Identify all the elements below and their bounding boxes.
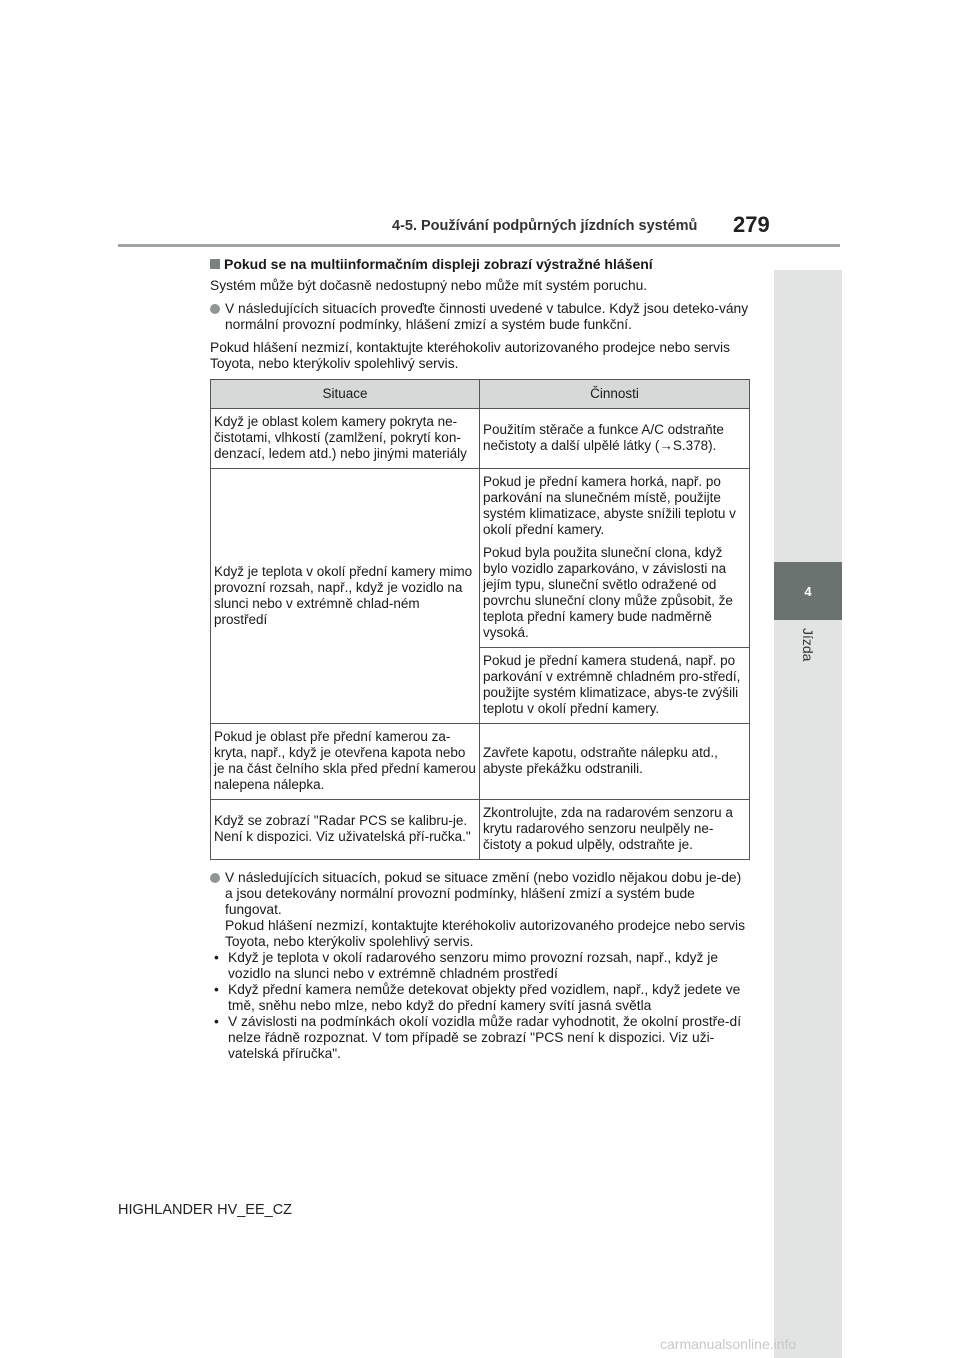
list-bullet: • [214,982,219,997]
intro-paragraph: Systém může být dočasně nedostupný nebo může mít systém poruchu. [210,278,648,293]
situation-cell: Pokud je oblast pře přední kamerou za-kryta, např., když je otevřena kapota nebo je na část čelního skla před přední kamerou nalepena nálepka. [211,724,480,800]
square-bullet-icon [210,259,220,269]
circle-bullet-icon [210,873,220,883]
bullet-body [225,870,750,950]
contact-paragraph: Pokud hlášení nezmizí, kontaktujte kteréhokoliv autorizovaného prodejce nebo servis Toyota, nebo kterýkoliv spolehlivý servis. [210,340,730,371]
heading-text: Pokud se na multiinformačním displeji zobrazí výstražné hlášení [224,256,653,272]
list-bullet: • [214,1014,219,1029]
action-paragraph: Pokud je přední kamera horká, např. po parkování na slunečném místě, použijte systém klimatizace, abyste snížili teplotu v okolí přední kamery. [483,474,736,537]
chapter-tab [774,562,842,620]
table-header-row [211,380,750,409]
chapter-number: 4 [804,583,812,599]
list-item [210,982,750,1014]
circle-bullet-icon [210,304,220,314]
list-item-text: Když je teplota v okolí radarového senzoru mimo provozní rozsah, např., když je vozidlo na slunci nebo v extrémně chladném prostředí [228,950,719,981]
table-row [211,469,750,648]
list-item-text: V závislosti na podmínkách okolí vozidla může radar vyhodnotit, že okolní prostře-dí nelze řádně rozpoznat. V tom případě se zobrazí "PCS není k dispozici. Viz uži-vatelská příručka". [228,1014,742,1061]
list-item-text: Když přední kamera nemůže detekovat objekty před vozidlem, např., když jedete ve tmě, sněhu nebo mlze, nebo když do přední kamery svítí jasná světla [228,982,741,1013]
condition-list [210,950,750,1062]
watermark: carmanualsonline.info [660,1336,797,1352]
page-number: 279 [733,212,770,237]
table-header-action: Činnosti [480,380,750,409]
list-bullet: • [214,950,219,965]
action-paragraph: Pokud byla použita sluneční clona, když bylo vozidlo zaparkováno, v závislosti na jejím typu, sluneční světlo odražené od povrchu sluneční clony může způsobit, že teplota přední kamery bude nadměrně vysoká. [483,545,733,640]
list-item [210,950,750,982]
situation-cell: Když je teplota v okolí přední kamery mimo provozní rozsah, např., když je vozidlo na slunci nebo v extrémně chlad-ném prostředí [211,469,480,724]
action-cell: Zkontrolujte, zda na radarovém senzoru a krytu radarového senzoru neulpěly ne-čistoty a pokud ulpěly, odstraňte je. [480,800,750,860]
bullet-text: V následujících situacích proveďte činnosti uvedené v tabulce. Když jsou deteko-vány normální provozní podmínky, hlášení zmizí a systém bude funkční. [225,301,749,332]
list-item [210,1014,750,1062]
bullet-note: Pokud hlášení nezmizí, kontaktujte kteréhokoliv autorizovaného prodejce nebo servis Toyota, nebo kterýkoliv spolehlivý servis. [225,918,745,949]
action-cell: Použitím stěrače a funkce A/C odstraňte nečistoty a další ulpělé látky (→S.378). [480,409,750,469]
main-content [210,256,750,1062]
footer-model: HIGHLANDER HV_EE_CZ [118,1202,293,1218]
side-tab-background [774,270,842,1358]
bullet-text: V následujících situacích, pokud se situace změní (nebo vozidlo nějakou dobu je-de) a jsou detekovány normální provozní podmínky, hlášení zmizí a systém bude fungovat. [225,870,742,917]
table-header-situation: Situace [211,380,480,409]
action-cell: Pokud je přední kamera studená, např. po parkování v extrémně chladném pro-středí, použijte systém klimatizace, abys-te zvýšili teplotu v okolí přední kamery. [480,648,750,724]
bullet-item [210,870,750,950]
table-row [211,800,750,860]
bullet-item [210,301,750,333]
table-row [211,724,750,800]
section-heading [210,256,750,272]
action-cell: Zavřete kapotu, odstraňte nálepku atd., abyste překážku odstranili. [480,724,750,800]
situation-table [210,379,750,860]
chapter-label: Jízda [800,628,816,662]
header-divider [118,244,840,247]
section-title: 4-5. Používání podpůrných jízdních systémů [392,218,698,234]
action-cell [480,469,750,648]
table-row [211,409,750,469]
situation-cell: Když se zobrazí "Radar PCS se kalibru-je. Není k dispozici. Viz uživatelská pří-ručka." [211,800,480,860]
situation-cell: Když je oblast kolem kamery pokryta ne-čistotami, vlhkostí (zamlžení, pokrytí kon-denzací, ledem atd.) nebo jinými materiály [211,409,480,469]
